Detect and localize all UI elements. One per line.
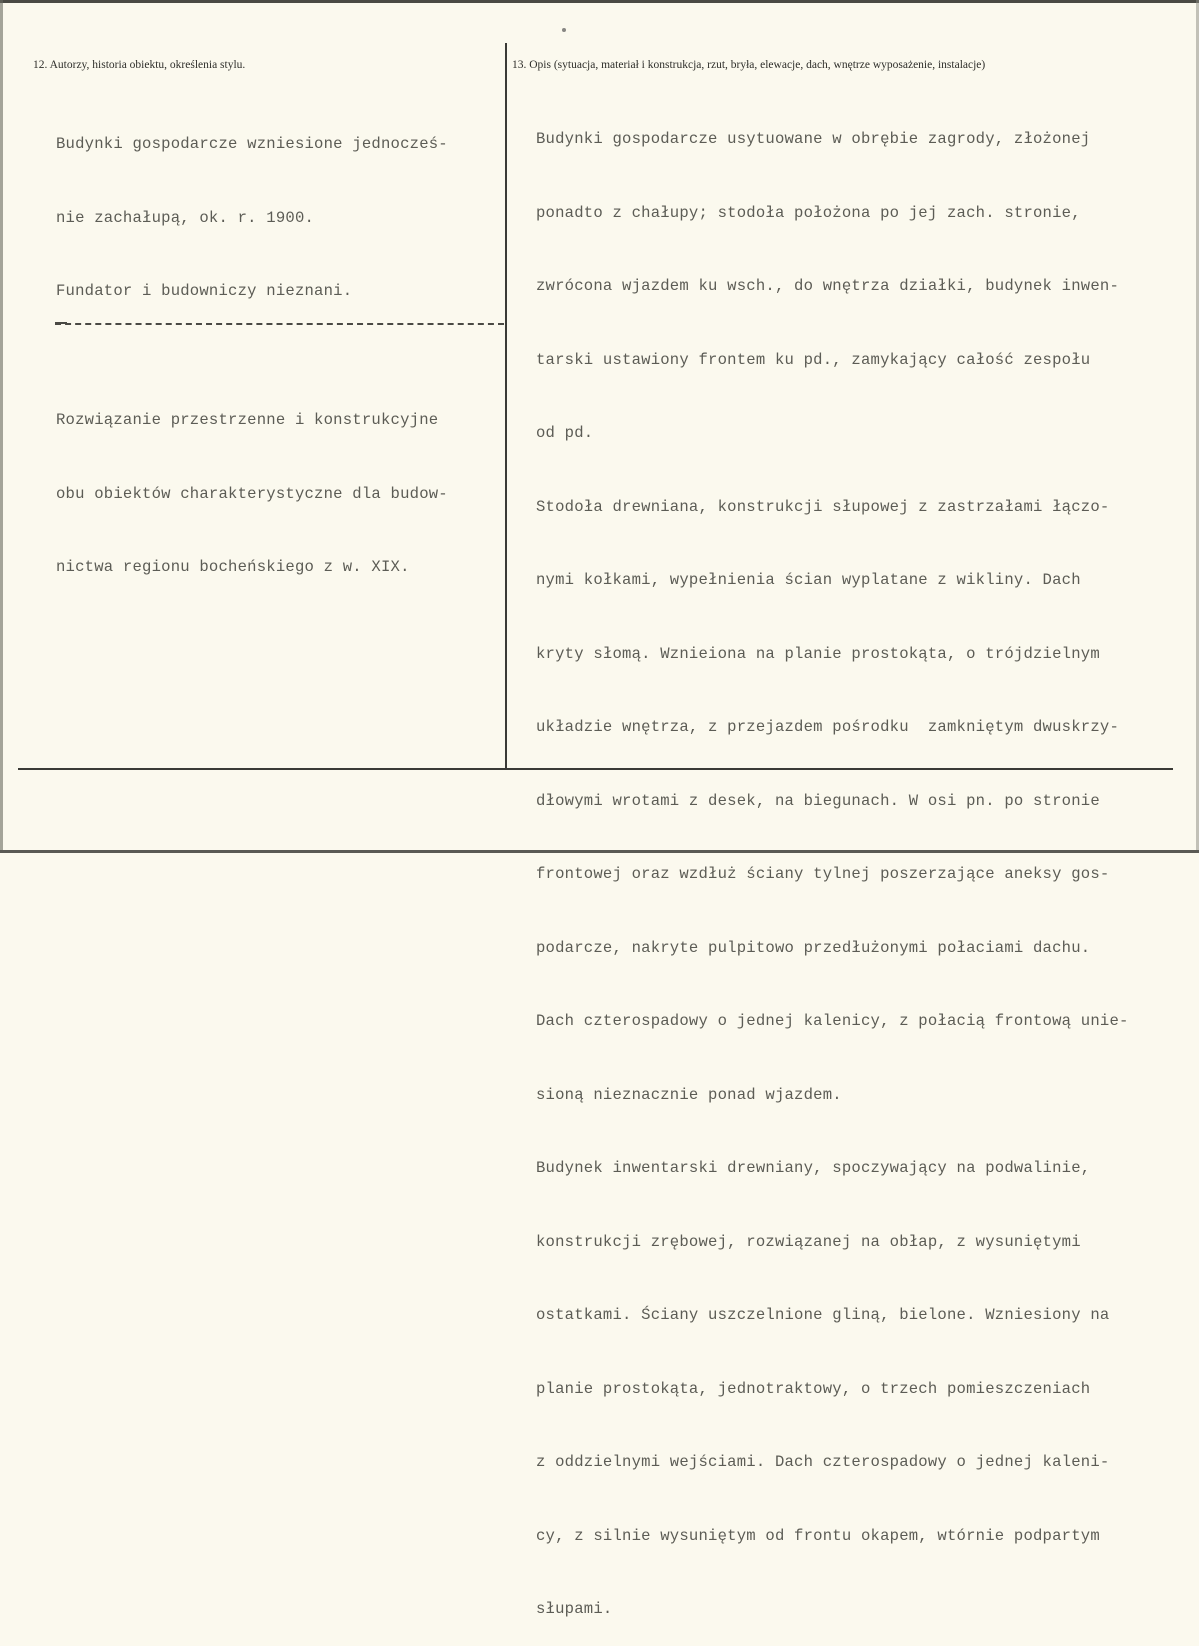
text-line: sioną nieznacznie ponad wjazdem. [536,1085,842,1104]
text-line: cy, z silnie wysuniętym od frontu okapem, wtórnie podpartym [536,1526,1100,1545]
section-12-divider [55,323,504,325]
text-line: układzie wnętrza, z przejazdem pośrodku zamkniętym dwuskrzy- [536,718,1120,736]
section-12-label: 12. Autorzy, historia obiektu, określenia stylu. [33,59,246,71]
section-12-content [56,83,448,328]
text-line: zwrócona wjazdem ku wsch., do wnętrza działki, budynek inwen- [536,277,1120,295]
text-line: Budynek inwentarski drewniany, spoczywający na podwalinie, [536,1159,1091,1177]
section-13-label: 13. Opis (sytuacja, materiał i konstrukcja, rzut, bryła, elewacje, dach, wnętrze wyposażenie, instalacje) [512,59,986,71]
text-line: ponadto z chałupy; stodoła położona po jej zach. stronie, [536,203,1081,222]
text-line: Fundator i budowniczy nieznani. [56,282,353,300]
text-line: obu obiektów charakterystyczne dla budow- [56,484,448,503]
text-line: ostatkami. Ściany uszczelnione gliną, bielone. Wzniesiony na [536,1306,1110,1324]
text-line: Budynki gospodarcze usytuowane w obrębie zagrody, złożonej [536,130,1091,148]
text-line: z oddzielnymi wejściami. Dach czterospadowy o jednej kaleni- [536,1453,1110,1471]
text-line: Stodoła drewniana, konstrukcji słupowej z zastrzałami łączo- [536,497,1110,516]
page-top-edge [0,0,1199,3]
section-12-subcontent [56,359,448,604]
text-line: kryty słomą. Wznieiona na planie prostokąta, o trójdzielnym [536,644,1100,663]
page-left-edge [0,0,3,853]
text-line: Dach czterospadowy o jednej kalenicy, z połacią frontową unie- [536,1012,1129,1030]
section-13-content [536,78,1129,1646]
text-line: podarcze, nakryte pulpitowo przedłużonymi połaciami dachu. [536,938,1091,957]
text-line: planie prostokąta, jednotraktowy, o trzech pomieszczeniach [536,1379,1091,1398]
text-line: frontowej oraz wzdłuż ściany tylnej poszerzające aneksy gos- [536,865,1110,883]
text-line: nymi kołkami, wypełnienia ścian wyplatane z wikliny. Dach [536,571,1081,589]
text-line: konstrukcji zrębowej, rozwiązanej na obłap, z wysuniętymi [536,1232,1081,1251]
text-line: słupami. [536,1600,613,1618]
text-line: nictwa regionu bocheńskiego z w. XIX. [56,558,410,576]
paper-speck [562,28,566,32]
text-line: od pd. [536,424,594,442]
text-line: nie zachałupą, ok. r. 1900. [56,208,315,227]
text-line: Budynki gospodarcze wzniesione jednocześ- [56,135,448,153]
text-line: Rozwiązanie przestrzenne i konstrukcyjne [56,411,439,429]
text-line: dłowymi wrotami z desek, na biegunach. W osi pn. po stronie [536,791,1100,810]
text-line: tarski ustawiony frontem ku pd., zamykający całość zespołu [536,350,1091,369]
column-divider [505,43,507,770]
